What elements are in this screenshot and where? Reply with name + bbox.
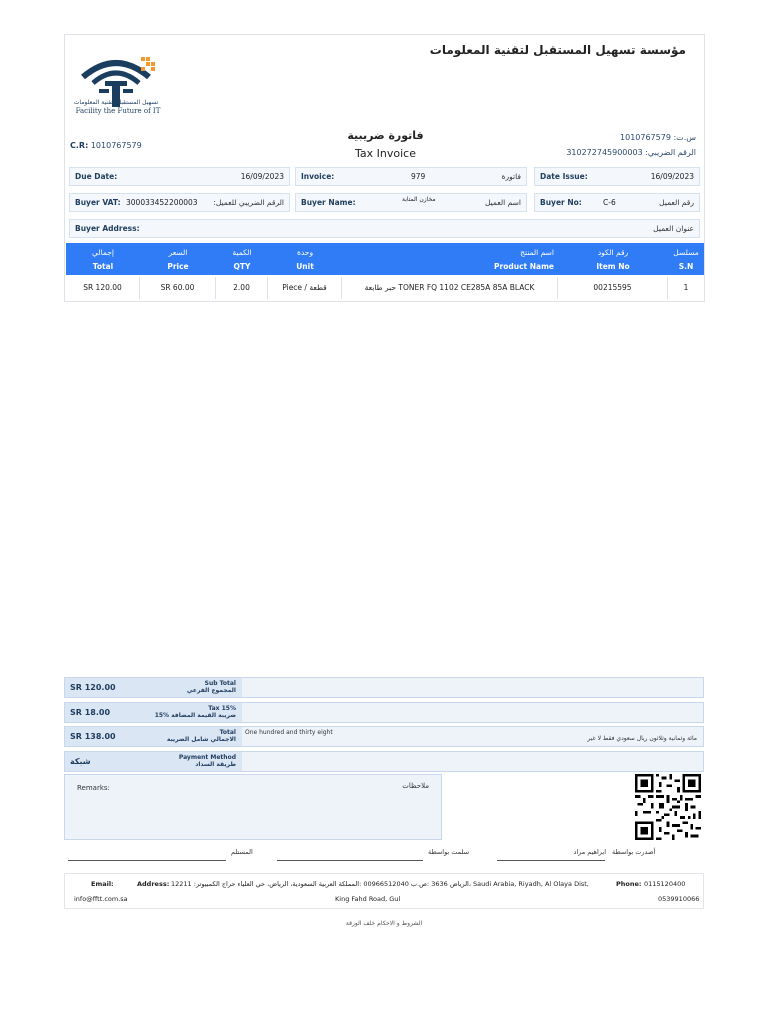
phone-label: Phone: <box>616 880 642 888</box>
tax-label-ar: 15% ضريبة القيمة المضافة <box>154 712 236 719</box>
amount-words-ar: مائة وثمانية وثلاثون ريال سعودي فقط لا غير <box>587 735 697 742</box>
delivered-by-label: سلمت بواسطة <box>428 848 470 856</box>
column-header-item-no <box>558 243 668 275</box>
buyer-vat-label: Buyer VAT: <box>75 198 121 207</box>
tax-label-en: Tax 15% <box>208 705 236 712</box>
address-line-2: King Fahd Road, Gul <box>335 895 401 903</box>
column-header-sn <box>668 243 704 275</box>
payment-value: شبكة <box>70 757 91 766</box>
buyer-address-arabic-label: عنوان العميل <box>653 224 694 233</box>
payment-blank <box>242 752 703 771</box>
terms-note: الشروط و الاحكام خلف الورقة <box>345 920 423 927</box>
column-en: Unit <box>296 262 314 271</box>
cell-product: حبر طابعة TONER FQ 1102 CE285A 85A BLACK <box>342 277 558 299</box>
subtotal-row <box>64 677 704 698</box>
buyer-no-arabic-label: رقم العميل <box>659 198 694 207</box>
subtotal-blank <box>242 678 703 697</box>
buyer-address-field <box>69 219 700 238</box>
payment-box <box>65 752 242 771</box>
cell-qty: 2.00 <box>216 277 268 299</box>
tax-blank <box>242 703 703 722</box>
column-ar: الكمية <box>232 248 252 257</box>
footer-contact <box>64 873 704 909</box>
invoice-arabic-label: فاتورة <box>501 172 521 181</box>
issued-by-label: أصدرت بواسطة <box>612 848 656 856</box>
column-header-price <box>140 243 216 275</box>
issued-by-name: ابراهيم مراد <box>573 848 606 856</box>
payment-label-ar: طريقة السداد <box>195 761 236 768</box>
total-box <box>65 727 242 746</box>
column-en: S.N <box>678 262 694 271</box>
phone-1: 0115120400 <box>644 880 686 888</box>
due-date-field <box>69 167 290 186</box>
cr-value: 1010767579 <box>90 141 142 150</box>
column-ar: وحدة <box>296 248 314 257</box>
remarks-label: Remarks: <box>77 784 110 792</box>
column-en: Total <box>92 262 114 271</box>
tax-row <box>64 702 704 723</box>
buyer-vat-arabic-label: الرقم الضريبي للعميل: <box>213 198 284 207</box>
page-title: Tax Invoice <box>355 147 416 160</box>
tax-label <box>155 705 236 719</box>
items-table-header <box>66 243 704 275</box>
column-en: Product Name <box>494 262 554 271</box>
buyer-no-value: C-6 <box>603 198 616 207</box>
buyer-name-label: Buyer Name: <box>301 198 356 207</box>
column-ar: اسم المنتج <box>520 248 554 257</box>
tax-box <box>65 703 242 722</box>
qr-code-icon <box>634 774 702 840</box>
invoice-label: Invoice: <box>301 172 335 181</box>
delivered-signature-line <box>277 860 423 861</box>
subtotal-label-en: Sub Total <box>204 680 236 687</box>
invoice-value: 979 <box>411 172 426 181</box>
column-ar: إجمالي <box>92 248 114 257</box>
column-en: Item No <box>596 262 630 271</box>
column-ar: رقم الكود <box>597 248 629 257</box>
column-header-product <box>342 243 558 275</box>
buyer-vat-value: 300033452200003 <box>126 198 198 207</box>
cell-total: SR 120.00 <box>66 277 140 299</box>
date-issue-value: 16/09/2023 <box>650 172 694 181</box>
subtotal-label-ar: المجموع الفرعي <box>186 687 236 694</box>
remarks-label-ar: ملاحظات <box>402 782 429 790</box>
total-value: SR 138.00 <box>70 732 116 741</box>
address-line-1: 12211 :الرياض 3636 :ص.ب 00966512040 :المملكة العربية السعودية، الرياض، حي العلياء حراج الكمبيوتر، Saudi Arabia, Riyadh, Al Olaya Dist, <box>171 880 589 888</box>
cell-unit: Piece / قطعة <box>268 277 342 299</box>
receiver-signature-line <box>68 860 226 861</box>
due-date-value: 16/09/2023 <box>240 172 284 181</box>
buyer-no-field <box>534 193 700 212</box>
subtotal-value: SR 120.00 <box>70 683 116 692</box>
buyer-address-label: Buyer Address: <box>75 224 140 233</box>
total-label-ar: الاجمالي شامل الضريبة <box>166 736 236 743</box>
email-label: Email: <box>91 880 114 888</box>
buyer-name-arabic-label: اسم العميل <box>484 198 521 207</box>
cell-price: SR 60.00 <box>140 277 216 299</box>
phone-2: 0539910066 <box>658 895 700 903</box>
subtotal-label <box>187 680 236 694</box>
issued-signature-line <box>497 860 605 861</box>
invoice-header-sheet <box>64 34 705 302</box>
buyer-no-label: Buyer No: <box>540 198 582 207</box>
due-date-label: Due Date: <box>75 172 118 181</box>
company-name: مؤسسة تسهيل المستقبل لتقنية المعلومات <box>429 43 686 57</box>
cr-number-arabic: س.ت: 1010767579 <box>620 133 696 142</box>
tax-value: SR 18.00 <box>70 708 111 717</box>
title-arabic: فاتورة ضريبية <box>347 129 424 142</box>
total-label <box>167 729 236 743</box>
column-en: Price <box>167 262 189 271</box>
logo-english-text: Facility the Future of IT <box>75 107 161 115</box>
payment-row <box>64 751 704 772</box>
address-label: Address: <box>137 880 170 888</box>
table-row <box>66 277 704 301</box>
cell-item-no: 00215595 <box>558 277 668 299</box>
total-label-en: Total <box>219 729 236 736</box>
buyer-name-field <box>295 193 527 212</box>
date-issue-label: Date Issue: <box>540 172 588 181</box>
payment-label <box>179 754 236 768</box>
buyer-vat-field <box>69 193 290 212</box>
column-header-unit <box>268 243 342 275</box>
cr-label: C.R: <box>70 141 89 150</box>
cell-sn: 1 <box>683 283 689 292</box>
payment-label-en: Payment Method <box>178 754 236 761</box>
amount-in-words <box>242 727 703 746</box>
total-row <box>64 726 704 747</box>
remarks-box <box>64 774 442 840</box>
receiver-label: المستلم <box>231 848 253 856</box>
column-ar: مسلسل <box>673 248 699 257</box>
vat-number-arabic: الرقم الضريبي: 310272745900003 <box>566 148 696 157</box>
amount-words-en: One hundred and thirty eight <box>245 729 333 736</box>
email-value: info@fftt.com.sa <box>74 895 128 903</box>
logo-arabic-text: تسهيل المستقبل لتقنية المعلومات <box>73 99 159 106</box>
column-header-qty <box>216 243 268 275</box>
buyer-name-value: مخازن المتابة <box>402 196 436 203</box>
subtotal-box <box>65 678 242 697</box>
column-header-total <box>66 243 140 275</box>
date-issue-field <box>534 167 700 186</box>
invoice-number-field <box>295 167 527 186</box>
column-en: QTY <box>233 262 251 271</box>
column-ar: السعر <box>168 248 188 257</box>
